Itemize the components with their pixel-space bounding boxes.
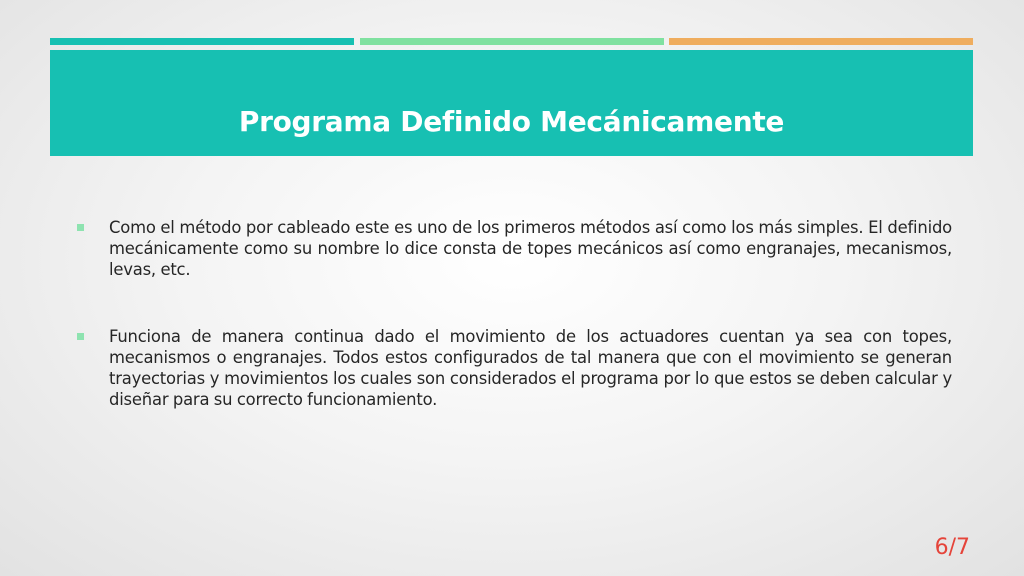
square-bullet-icon (77, 333, 84, 340)
square-bullet-icon (77, 224, 84, 231)
bullet-text: Como el método por cableado este es uno de los primeros métodos así como los más simples. El definido mecánicamente como su nombre lo dice consta de topes mecánicos así como engranajes, mecanismos, levas, etc. (109, 218, 952, 279)
accent-stripe-orange (669, 38, 973, 45)
accent-stripe-green (360, 38, 664, 45)
bullet-list (76, 217, 952, 456)
bullet-text: Funciona de manera continua dado el movimiento de los actuadores cuentan ya sea con topes, mecanismos o engranajes. Todos estos configurados de tal manera que con el movimiento se generan trayectorias y movimientos los cuales son considerados el programa por lo que estos se deben calcular y diseñar para su correcto funcionamiento. (109, 327, 952, 409)
slide-title: Programa Definido Mecánicamente (238, 105, 785, 138)
page-number: 6/7 (934, 535, 970, 560)
bullet-item (76, 217, 952, 280)
accent-stripe-teal (50, 38, 354, 45)
bullet-item (76, 326, 952, 410)
title-band (50, 50, 973, 156)
